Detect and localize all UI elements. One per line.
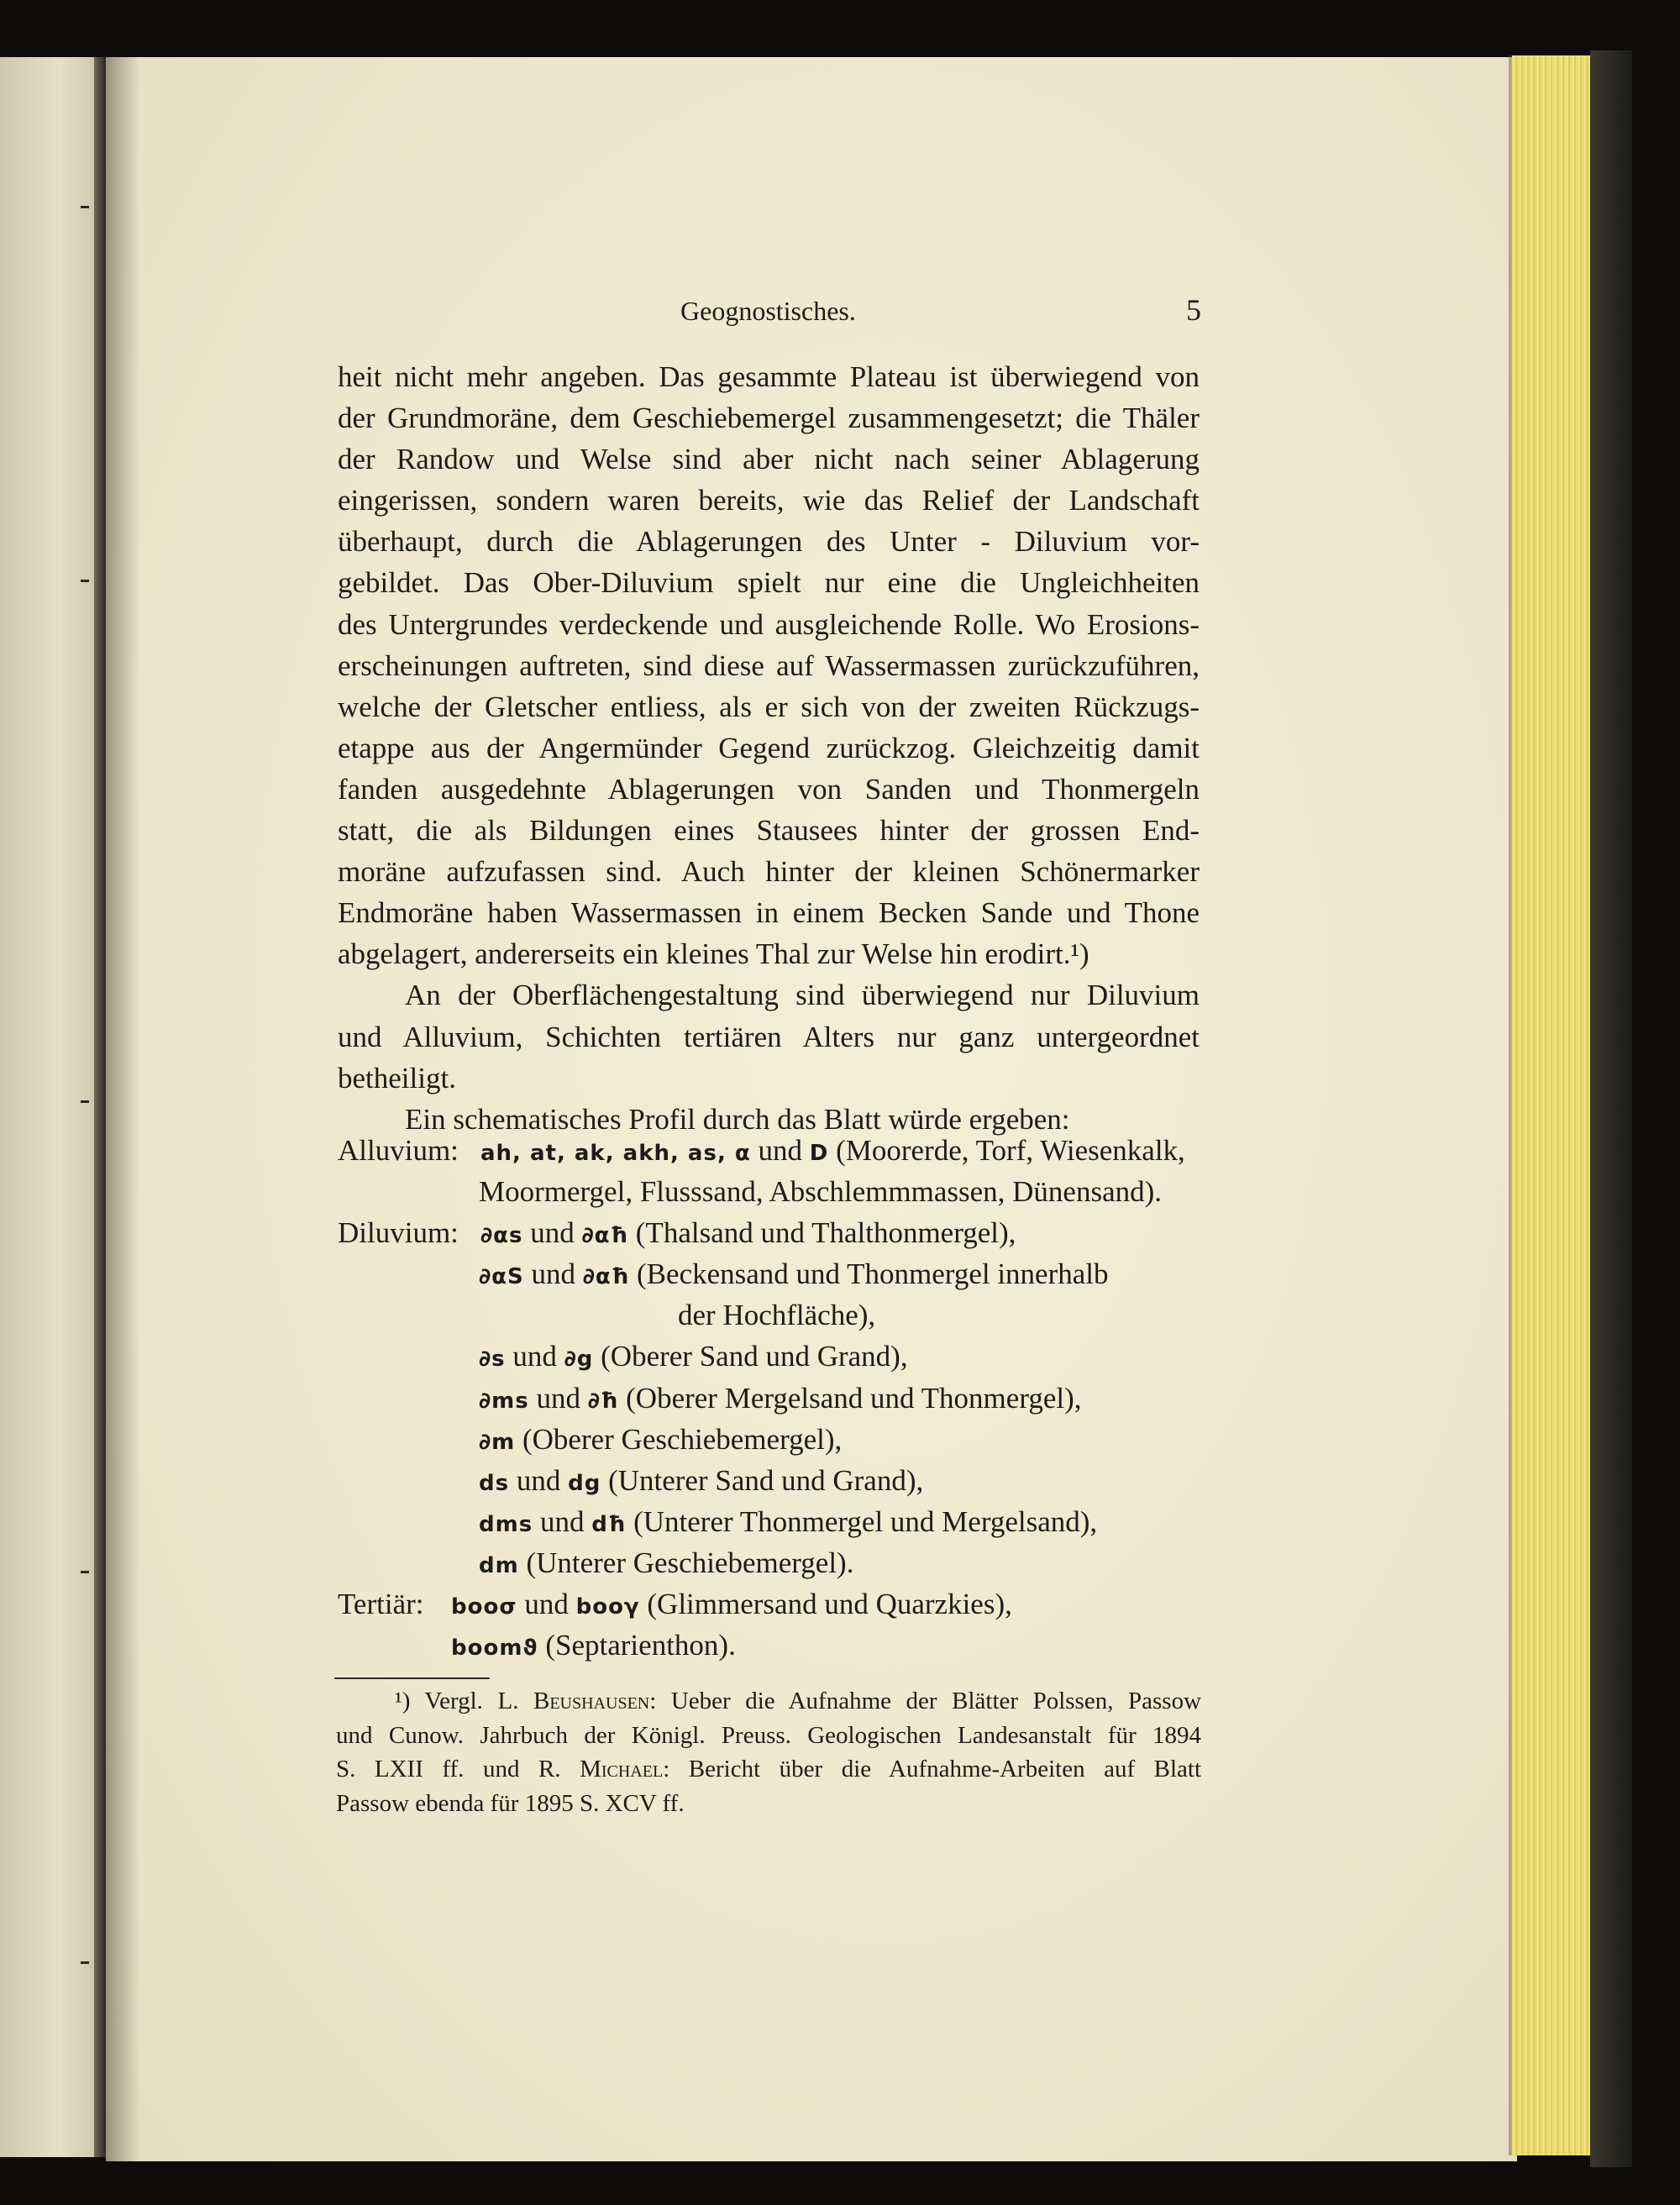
- profile-row: [338, 1336, 1200, 1377]
- footnote-line: und Cunow. Jahrbuch der Königl. Preuss. Geologischen Landesanstalt für 1894: [336, 1721, 1201, 1749]
- running-header: [336, 292, 1201, 334]
- map-symbol: D: [809, 1141, 829, 1166]
- footnote-text: Vergl. L.: [424, 1688, 519, 1714]
- map-symbol: dms: [479, 1511, 533, 1537]
- profile-entry: [479, 1378, 1082, 1422]
- text-line: etappe aus der Angermünder Gegend zurückzog. Gleichzeitig damit: [338, 731, 1200, 764]
- body-text: [338, 356, 1200, 1140]
- footnote-text: S. LXII ff. und R.: [336, 1756, 561, 1782]
- binding-mark: [81, 1571, 89, 1573]
- text-line: moräne aufzufassen sind. Auch hinter der kleinen Schönermarker: [338, 855, 1200, 889]
- text-line: betheiligt.: [338, 1061, 456, 1095]
- text-line: erscheinungen auftreten, sind diese auf Wassermassen zurückzuführen,: [338, 648, 1200, 682]
- description: (Beckensand und Thonmergel innerhalb: [637, 1257, 1109, 1291]
- conjunction: und: [536, 1381, 580, 1415]
- description: (Unterer Geschiebemergel).: [526, 1546, 854, 1579]
- profile-row: [338, 1294, 1200, 1336]
- author-name: Beushausen: [533, 1688, 650, 1714]
- gutter-shadow: [106, 57, 139, 2161]
- formation-label: Alluvium:: [338, 1134, 459, 1167]
- profile-row: [338, 1542, 1200, 1583]
- profile-entry: [479, 1419, 842, 1463]
- map-symbol: ah, at, ak, akh, as, α: [480, 1141, 751, 1166]
- book-cover-edge: [1590, 50, 1632, 2167]
- map-symbol: ds: [479, 1470, 510, 1496]
- conjunction: und: [516, 1463, 561, 1497]
- footnote-line: [336, 1752, 1201, 1787]
- profile-entry: [479, 1460, 923, 1504]
- profile-row: [338, 1460, 1200, 1501]
- map-symbol: boomϑ: [451, 1635, 538, 1662]
- footnote-marker: ¹): [395, 1688, 411, 1714]
- page-fore-edge: [1512, 55, 1592, 2155]
- map-symbol: dm: [479, 1552, 519, 1578]
- map-symbol: dħ: [591, 1511, 627, 1537]
- profile-entry: [451, 1583, 1012, 1628]
- running-title: Geognostisches.: [680, 296, 856, 326]
- text-line: der Grundmoräne, dem Geschiebemergel zusammengesetzt; die Thäler: [338, 402, 1200, 435]
- footnote-text: : Ueber die Aufnahme der Blätter Polssen, Passow: [649, 1688, 1202, 1714]
- map-symbol: booγ: [575, 1594, 640, 1620]
- profile-entry: [451, 1625, 736, 1669]
- profile-entry: [480, 1130, 1185, 1174]
- author-name: Michael: [580, 1756, 664, 1782]
- profile-entry: [479, 1501, 1097, 1546]
- description: (Oberer Mergelsand und Thonmergel),: [626, 1381, 1082, 1415]
- description: (Oberer Geschiebemergel),: [522, 1422, 843, 1456]
- profile-entry: [480, 1212, 1016, 1257]
- text-line: und Alluvium, Schichten tertiären Alters nur ganz untergeordnet: [338, 1020, 1200, 1053]
- text-line: des Untergrundes verdeckende und ausgleichende Rolle. Wo Erosions-: [338, 607, 1200, 641]
- description: (Thalsand und Thalthonmergel),: [635, 1216, 1016, 1250]
- map-symbol: ∂g: [564, 1347, 594, 1373]
- profile-row: [338, 1253, 1200, 1294]
- profile-entry: [479, 1253, 1109, 1298]
- map-symbol: ∂s: [479, 1347, 506, 1373]
- map-symbol: ∂αħ: [581, 1223, 629, 1249]
- map-symbol: ∂m: [479, 1429, 516, 1455]
- footnote-line: Passow ebenda für 1895 S. XCV ff.: [336, 1789, 685, 1817]
- map-symbol: ∂αs: [480, 1223, 523, 1249]
- conjunction: und: [530, 1216, 575, 1250]
- description: (Unterer Thonmergel und Mergelsand),: [633, 1504, 1098, 1538]
- formation-label: Diluvium:: [338, 1216, 459, 1250]
- profile-row-alluvium: [338, 1130, 1200, 1171]
- profile-row: [338, 1501, 1200, 1542]
- text-line: der Randow und Welse sind aber nicht nach seiner Ablagerung: [338, 443, 1200, 476]
- description: Moormergel, Flusssand, Abschlemmmassen, Dünensand).: [479, 1175, 1163, 1209]
- map-symbol: ∂αħ: [582, 1264, 630, 1290]
- text-line: gebildet. Das Ober-Diluvium spielt nur eine die Ungleichheiten: [338, 566, 1200, 600]
- text-line: An der Oberflächengestaltung sind überwiegend nur Diluvium: [405, 979, 1200, 1012]
- map-symbol: dg: [568, 1470, 601, 1496]
- description: (Septarienthon).: [545, 1629, 736, 1662]
- description: (Oberer Sand und Grand),: [601, 1340, 908, 1373]
- formation-label: Tertiär:: [338, 1588, 424, 1621]
- text-line: statt, die als Bildungen eines Stausees hinter der grossen End-: [338, 814, 1200, 848]
- map-symbol: ∂ms: [479, 1388, 529, 1414]
- page-number: 5: [1186, 293, 1201, 327]
- profile-row-diluvium: [338, 1212, 1200, 1253]
- text-line: welche der Gletscher entliess, als er sich von der zweiten Rückzugs-: [338, 690, 1200, 723]
- text-line: Ein schematisches Profil durch das Blatt würde ergeben:: [405, 1102, 1070, 1136]
- text-line: überhaupt, durch die Ablagerungen des Unter - Diluvium vor-: [338, 525, 1200, 559]
- footnote-text: : Bericht über die Aufnahme-Arbeiten auf Blatt: [663, 1756, 1202, 1782]
- binding-mark: [81, 1961, 89, 1964]
- conjunction: und: [758, 1134, 802, 1167]
- profile-row: [338, 1625, 1200, 1666]
- profile-row: [338, 1171, 1200, 1212]
- conjunction: und: [531, 1257, 575, 1291]
- book-gutter: [94, 57, 106, 2157]
- left-page-edge: [0, 57, 108, 2157]
- text-line: heit nicht mehr angeben. Das gesammte Plateau ist überwiegend von: [338, 360, 1200, 393]
- binding-mark: [81, 1100, 89, 1103]
- conjunction: und: [524, 1588, 569, 1621]
- footnote-line: [336, 1684, 1201, 1719]
- map-symbol: booσ: [451, 1594, 517, 1620]
- profile-row-tertiaer: [338, 1583, 1200, 1625]
- map-symbol: ∂αS: [479, 1264, 524, 1290]
- binding-mark: [81, 206, 89, 208]
- text-line: fanden ausgedehnte Ablagerungen von Sanden und Thonmergeln: [338, 772, 1200, 806]
- text-line: Endmoräne haben Wassermassen in einem Becken Sande und Thone: [338, 896, 1200, 930]
- conjunction: und: [539, 1504, 585, 1538]
- profile-entry: [479, 1336, 908, 1380]
- map-symbol: ∂ħ: [587, 1388, 619, 1414]
- conjunction: und: [512, 1340, 557, 1373]
- description: (Moorerde, Torf, Wiesenkalk,: [836, 1134, 1185, 1167]
- profile-row: [338, 1378, 1200, 1419]
- profile-row: [338, 1419, 1200, 1460]
- text-line: eingerissen, sondern waren bereits, wie das Relief der Landschaft: [338, 484, 1200, 517]
- footnote-rule: [334, 1677, 490, 1679]
- profile-entry: [479, 1542, 853, 1587]
- description: (Unterer Sand und Grand),: [608, 1463, 924, 1497]
- binding-mark: [81, 580, 89, 582]
- description: (Glimmersand und Quarzkies),: [647, 1588, 1012, 1621]
- footnote: [336, 1684, 1201, 1820]
- description: der Hochfläche),: [678, 1299, 876, 1332]
- text-line: abgelagert, andererseits ein kleines Thal zur Welse hin erodirt.¹): [338, 937, 1089, 971]
- schematic-profile: [338, 1130, 1200, 1666]
